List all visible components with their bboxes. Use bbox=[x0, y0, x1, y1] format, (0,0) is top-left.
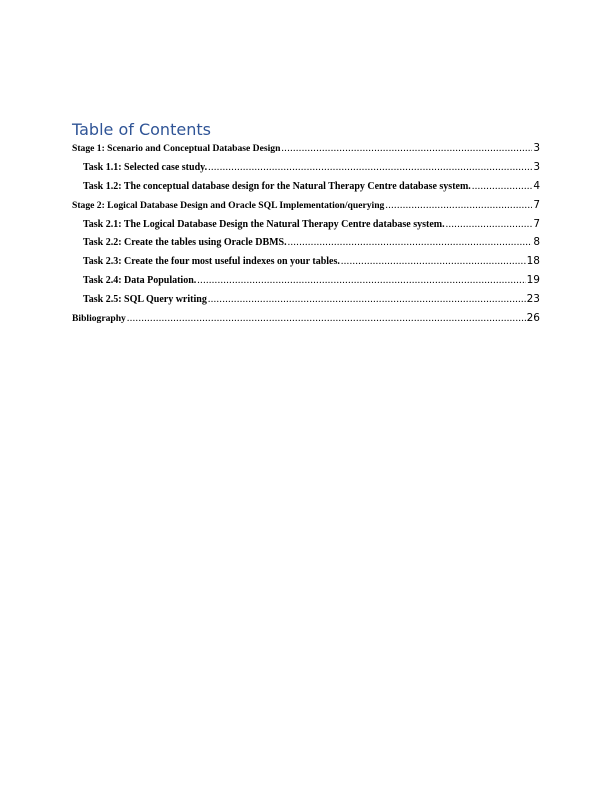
toc-title: Table of Contents bbox=[72, 120, 211, 139]
toc-page-number: 18 bbox=[526, 255, 540, 268]
toc-entry-label: Stage 2: Logical Database Design and Oracle SQL Implementation/querying bbox=[72, 199, 385, 211]
toc-page-number: 8 bbox=[533, 236, 540, 249]
toc-page-number: 3 bbox=[533, 142, 540, 154]
toc-dot-leader bbox=[127, 313, 526, 324]
toc-entry-label: Bibliography bbox=[72, 313, 126, 325]
toc-dot-leader bbox=[472, 181, 533, 192]
toc-dot-leader bbox=[288, 237, 533, 248]
toc-entry-label: Task 2.2: Create the tables using Oracle DBMS. bbox=[83, 237, 287, 249]
toc-dot-leader bbox=[281, 143, 532, 154]
toc-page-number: 23 bbox=[526, 293, 540, 306]
toc-entry-task-2-4[interactable] bbox=[72, 274, 540, 293]
toc-entry-label: Stage 1: Scenario and Conceptual Database Design bbox=[72, 143, 281, 154]
toc-entry-stage-2[interactable] bbox=[72, 199, 540, 218]
toc-entry-task-2-3[interactable] bbox=[72, 255, 540, 274]
toc-entry-stage-1[interactable] bbox=[72, 142, 540, 161]
toc-entry-label: Task 2.3: Create the four most useful indexes on your tables. bbox=[83, 256, 340, 268]
table-of-contents bbox=[72, 120, 540, 331]
toc-page-number: 26 bbox=[526, 312, 540, 325]
toc-dot-leader bbox=[208, 162, 532, 173]
toc-entry-task-1-1[interactable] bbox=[72, 161, 540, 180]
toc-entry-label: Task 2.1: The Logical Database Design the Natural Therapy Centre database system. bbox=[83, 218, 445, 230]
toc-entry-label: Task 1.1: Selected case study. bbox=[83, 161, 208, 173]
toc-page-number: 4 bbox=[533, 179, 540, 192]
toc-entry-task-2-2[interactable] bbox=[72, 236, 540, 255]
toc-dot-leader bbox=[341, 256, 526, 267]
toc-entry-task-1-2[interactable] bbox=[72, 180, 540, 199]
toc-entry-task-2-1[interactable] bbox=[72, 218, 540, 237]
toc-page-number: 7 bbox=[533, 198, 540, 211]
toc-dot-leader bbox=[197, 275, 525, 286]
toc-page-number: 7 bbox=[533, 217, 540, 230]
toc-dot-leader bbox=[446, 219, 533, 230]
toc-entry-label: Task 2.5: SQL Query writing bbox=[83, 294, 207, 306]
toc-entry-task-2-5[interactable] bbox=[72, 293, 540, 312]
toc-page-number: 3 bbox=[533, 160, 540, 173]
toc-page-number: 19 bbox=[526, 274, 540, 287]
toc-dot-leader bbox=[208, 294, 526, 305]
toc-dot-leader bbox=[385, 200, 532, 211]
toc-entry-label: Task 2.4: Data Population. bbox=[83, 275, 197, 287]
toc-entry-label: Task 1.2: The conceptual database design for the Natural Therapy Centre database system. bbox=[83, 180, 471, 192]
toc-entry-bibliography[interactable] bbox=[72, 312, 540, 331]
